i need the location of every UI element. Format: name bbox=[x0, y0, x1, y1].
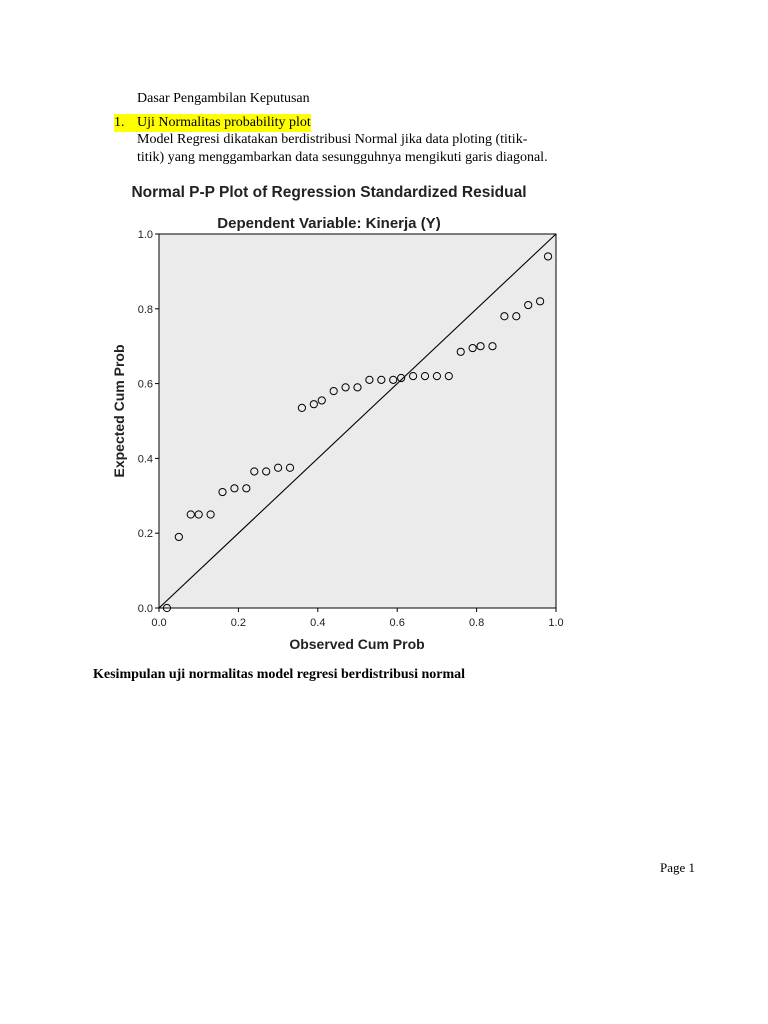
section-heading: Dasar Pengambilan Keputusan bbox=[137, 91, 310, 106]
y-tick-label: 1.0 bbox=[137, 229, 153, 241]
y-tick-label: 0.0 bbox=[137, 603, 153, 615]
paragraph-line: titik) yang menggambarkan data sesungguhnya mengikuti garis diagonal. bbox=[137, 150, 548, 165]
x-tick-label: 0.6 bbox=[389, 617, 405, 629]
explanation-paragraph bbox=[137, 131, 607, 167]
chart-title: Normal P-P Plot of Regression Standardized Residual bbox=[131, 184, 527, 201]
x-tick-label: 0.4 bbox=[310, 617, 326, 629]
numbered-list-item bbox=[114, 114, 311, 132]
page-number: Page 1 bbox=[660, 860, 696, 875]
x-axis-label: Observed Cum Prob bbox=[289, 636, 425, 652]
pp-plot-chart bbox=[100, 175, 580, 655]
y-tick-label: 0.8 bbox=[137, 303, 153, 316]
x-tick-label: 1.0 bbox=[548, 617, 564, 629]
conclusion-text: Kesimpulan uji normalitas model regresi berdistribusi normal bbox=[93, 667, 466, 682]
y-tick-label: 0.2 bbox=[137, 528, 153, 541]
list-number: 1. bbox=[114, 114, 137, 132]
paragraph-line: Model Regresi dikatakan berdistribusi Normal jika data ploting (titik- bbox=[137, 132, 528, 147]
x-tick-label: 0.8 bbox=[468, 617, 485, 629]
pp-plot-figure bbox=[100, 175, 580, 655]
x-tick-label: 0.2 bbox=[230, 617, 247, 629]
chart-subtitle: Dependent Variable: Kinerja (Y) bbox=[217, 215, 441, 232]
y-tick-label: 0.6 bbox=[137, 378, 153, 391]
y-tick-label: 0.4 bbox=[137, 453, 153, 466]
y-axis-label: Expected Cum Prob bbox=[111, 344, 127, 478]
x-tick-label: 0.0 bbox=[151, 617, 167, 629]
list-item-text: Uji Normalitas probability plot bbox=[137, 115, 311, 130]
